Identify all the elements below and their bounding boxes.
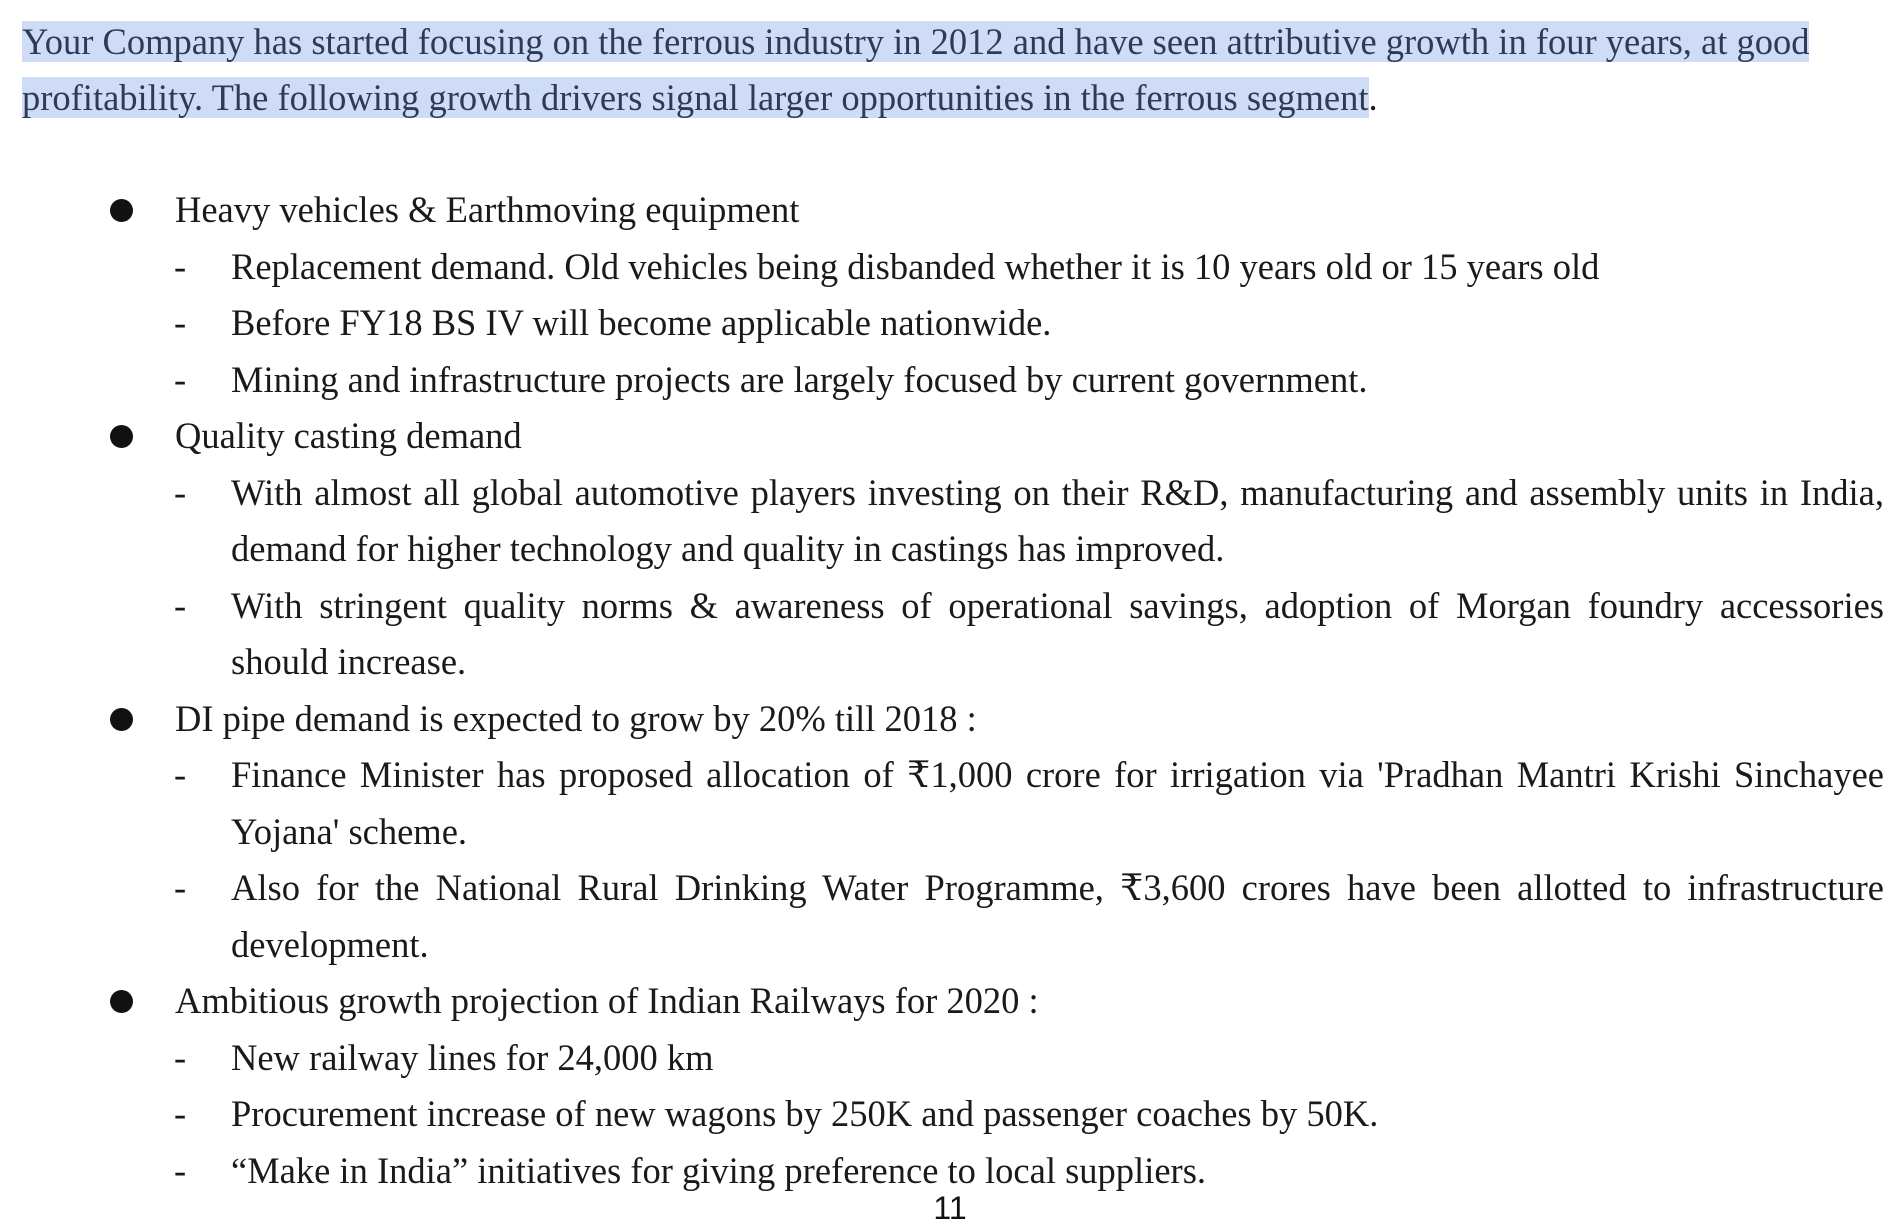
bullet-dot-icon	[110, 199, 133, 222]
bullet-title: Quality casting demand	[175, 415, 522, 456]
dash-icon: -	[174, 867, 187, 908]
sub-item: - Procurement increase of new wagons by 250K and passenger coaches by 50K.	[0, 1086, 1900, 1143]
dash-icon: -	[174, 1093, 187, 1134]
page-number: 11	[933, 1190, 967, 1226]
bullet-title: DI pipe demand is expected to grow by 20% till 2018 :	[175, 697, 977, 739]
bullet-quality-casting	[0, 408, 1900, 691]
sub-item: - Before FY18 BS IV will become applicable nationwide.	[0, 295, 1900, 352]
sub-item: - With stringent quality norms & awareness of operational savings, adoption of Morgan foundry accessories should increase.	[0, 578, 1900, 691]
dash-icon: -	[174, 245, 187, 287]
sub-list	[0, 747, 1900, 973]
sub-item: - With almost all global automotive players investing on their R&D, manufacturing and assembly units in India, demand for higher technology and quality in castings has improved.	[0, 465, 1900, 578]
bullet-dot-icon	[110, 990, 133, 1013]
dash-icon: -	[174, 358, 187, 400]
bullet-title: Ambitious growth projection of Indian Railways for 2020 :	[175, 980, 1039, 1021]
dash-icon: -	[174, 1149, 187, 1191]
bullet-indian-railways	[0, 973, 1900, 1199]
bullet-dot-icon	[110, 425, 133, 448]
sub-item: - Mining and infrastructure projects are largely focused by current government.	[0, 352, 1900, 409]
dash-icon: -	[174, 584, 187, 626]
sub-list	[0, 1030, 1900, 1200]
sub-list	[0, 465, 1900, 691]
intro-trailing-period: .	[1368, 77, 1378, 118]
sub-list	[0, 239, 1900, 409]
bullet-heavy-vehicles	[0, 182, 1900, 408]
sub-item: - Also for the National Rural Drinking Water Programme, ₹3,600 crores have been allotted to infrastructure development.	[0, 860, 1900, 973]
sub-item: - New railway lines for 24,000 km	[0, 1030, 1900, 1087]
dash-icon: -	[174, 471, 187, 513]
bullet-dot-icon	[110, 708, 133, 731]
dash-icon: -	[174, 302, 187, 343]
bullet-di-pipe	[0, 691, 1900, 974]
dash-icon: -	[174, 754, 187, 795]
sub-item: - Finance Minister has proposed allocation of ₹1,000 crore for irrigation via 'Pradhan Mantri Krishi Sinchayee Yojana' scheme.	[0, 747, 1900, 860]
bullet-title: Heavy vehicles & Earthmoving equipment	[175, 189, 800, 230]
dash-icon: -	[174, 1036, 187, 1078]
sub-item: - Replacement demand. Old vehicles being disbanded whether it is 10 years old or 15 years old	[0, 239, 1900, 296]
sub-item: - “Make in India” initiatives for giving preference to local suppliers.	[0, 1143, 1900, 1200]
selected-text[interactable]: Your Company has started focusing on the ferrous industry in 2012 and have seen attributive growth in four years, at good profitability. The following growth drivers signal larger opportunities in the ferrous segment	[22, 21, 1810, 118]
growth-drivers-list	[0, 182, 1900, 1199]
intro-paragraph	[22, 14, 1882, 126]
